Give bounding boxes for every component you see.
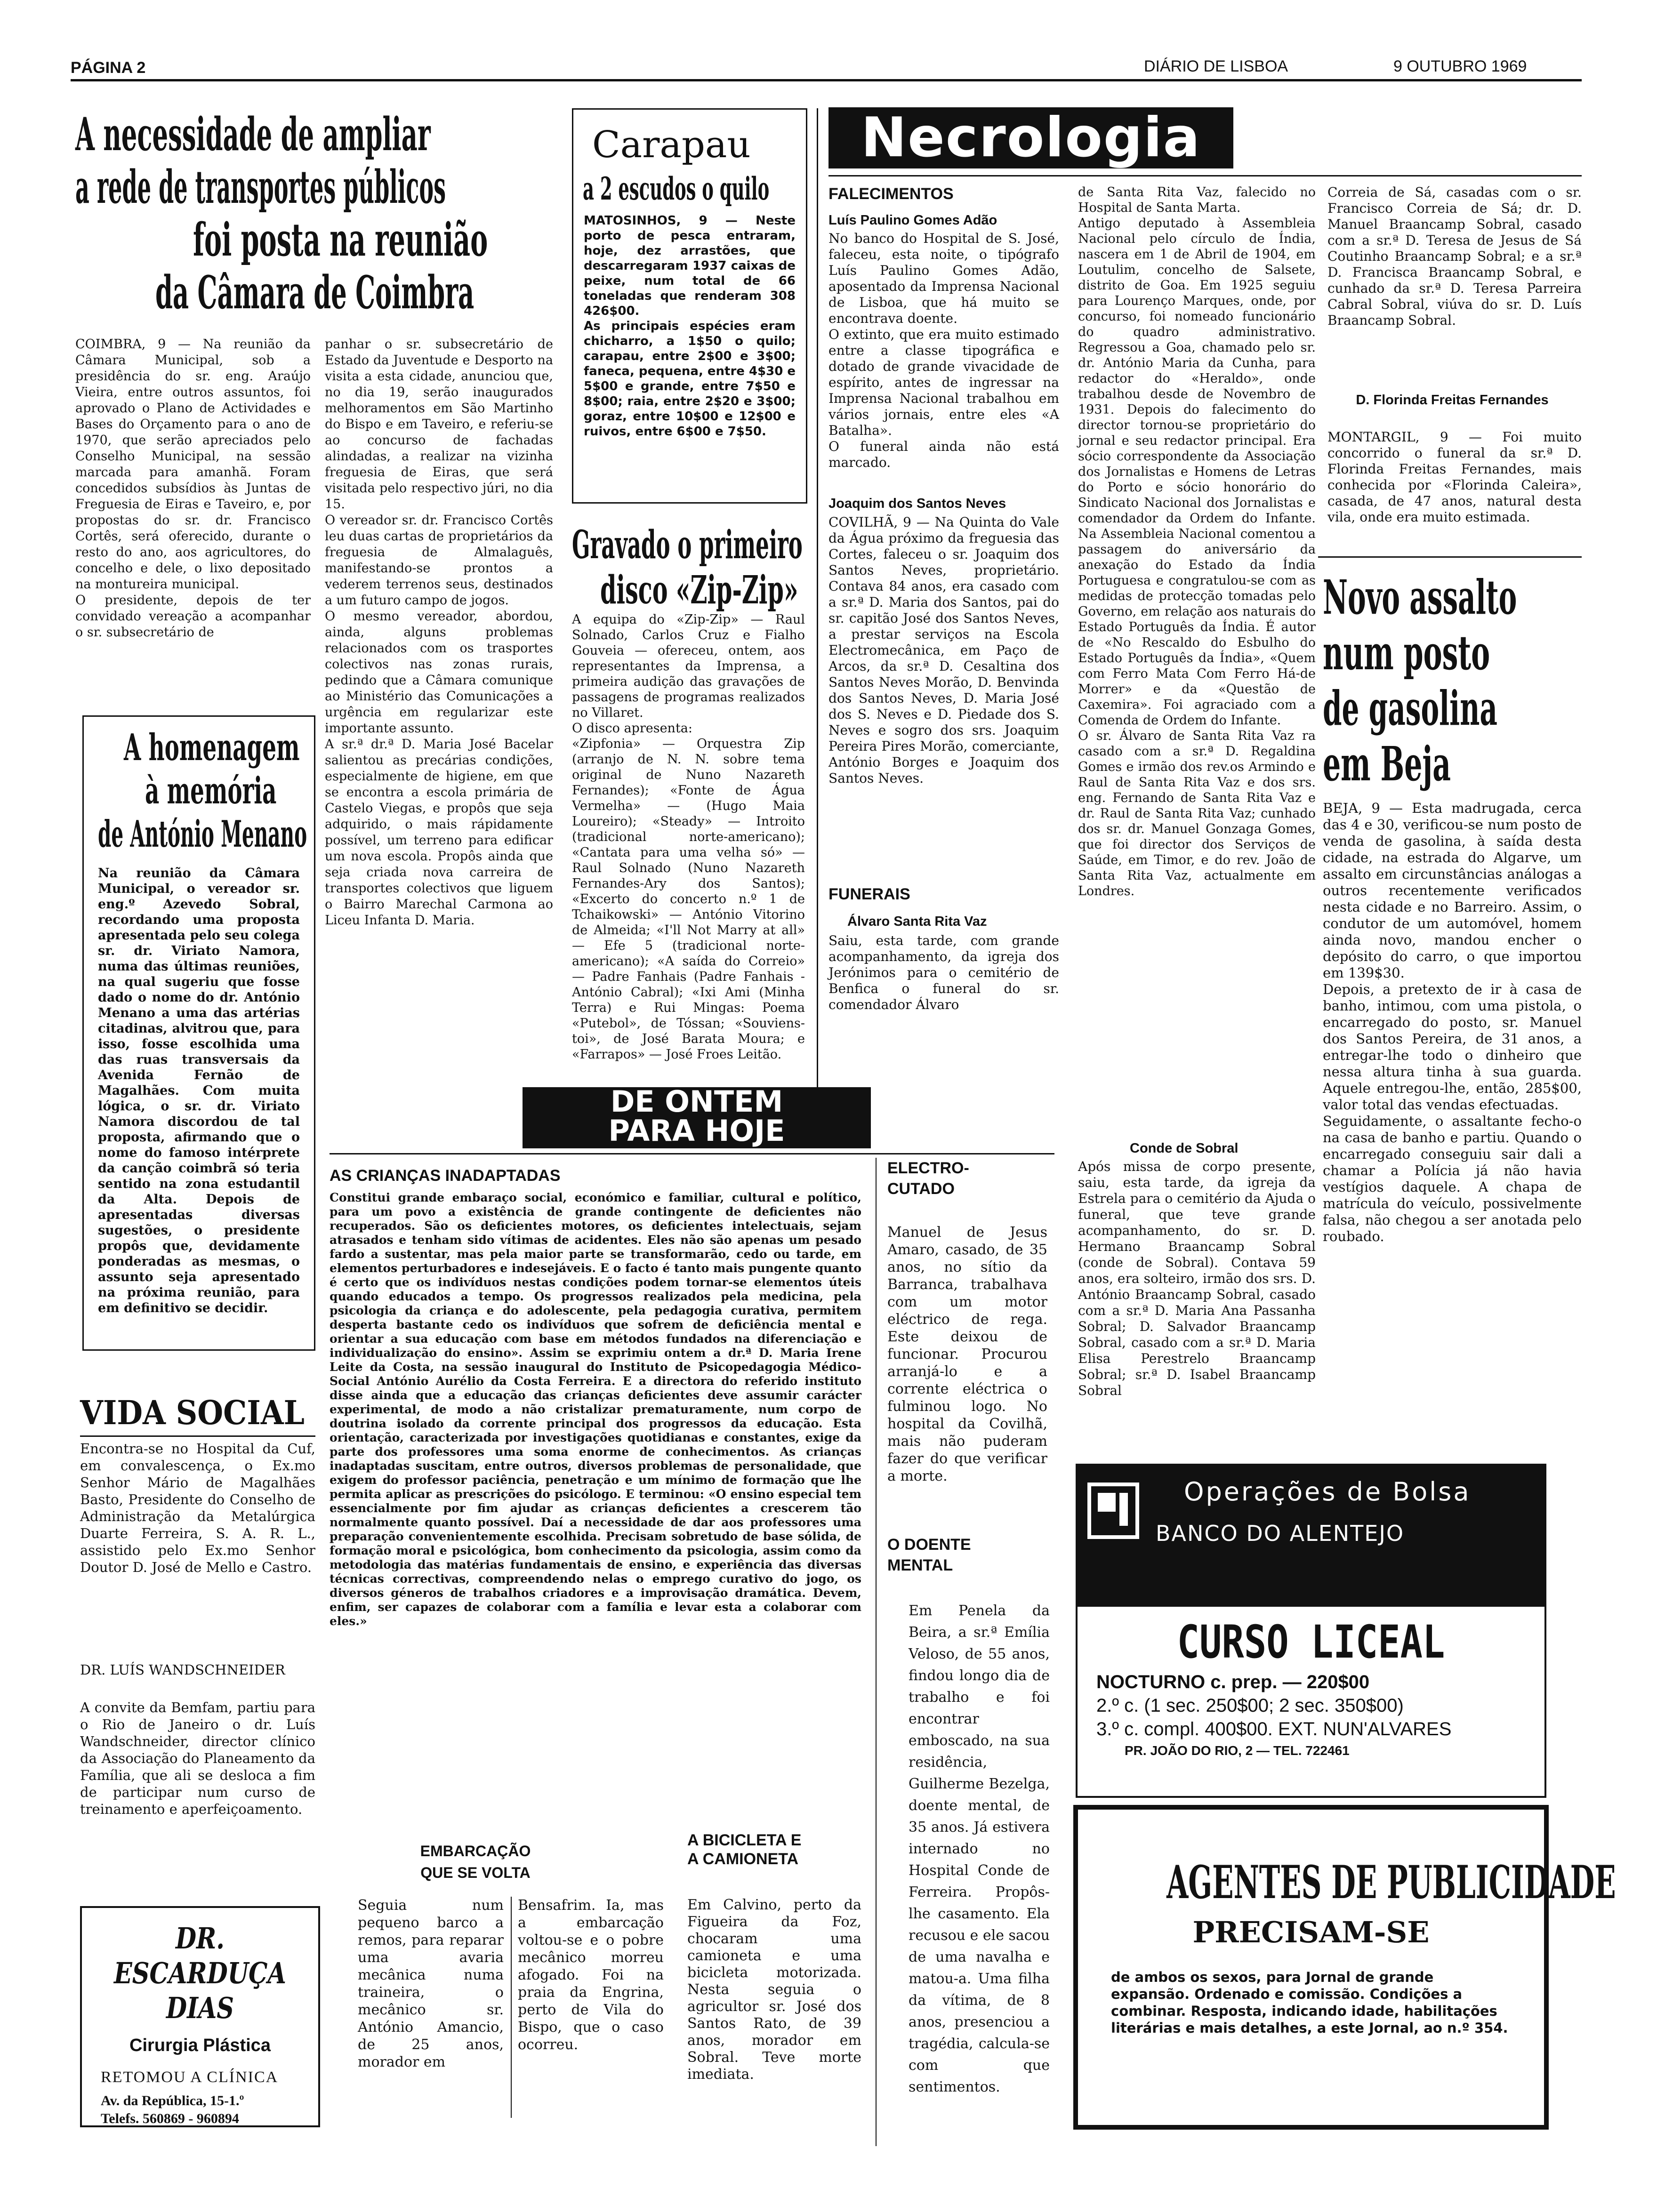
column-rule <box>817 108 818 1087</box>
zip-zip-headline-1: Gravado o primeiro <box>572 522 803 568</box>
lead-headline-line-3: foi posta na reunião <box>193 213 488 266</box>
homenagem-title-2: à memória <box>145 769 277 812</box>
escarduca-ad <box>80 1906 320 2127</box>
header-rule <box>71 79 1582 81</box>
agentes-ad <box>1073 1805 1616 2130</box>
electrocutado-body: Manuel de Jesus Amaro, casado, de 35 anos, no sítio da Barranca, trabalhava com um motor eléctrico de rega. Este deixou de funcionar. Procurou arranjá-lo e a corrente eléctrica o fulminou logo. No hospital da Covilhã, mais não puderam fazer do que verificar a morte. <box>887 1224 1047 1484</box>
embarcacao-col-rule <box>511 1897 512 2118</box>
embarcacao-body-b: Bensafrim. Ia, mas a embarcação voltou-se e o pobre mecânico morreu afogado. Foi na praia da Engrina, perto de Vila do Bispo, que o caso ocorreu. <box>518 1897 664 2053</box>
escarduca-specialty: Cirurgia Plástica <box>129 2036 271 2055</box>
electrocutado-head: ELECTRO-CUTADO <box>887 1159 969 1198</box>
assalto-headline-1: Novo assalto <box>1323 569 1517 625</box>
obit-fernandes-body: MONTARGIL, 9 — Foi muito concorrido o funeral da sr.ª D. Florinda Freitas Fernandes, mais conhecida por «Florinda Caleira», casada, de 47 anos, natural desta vila, onde era muito estimada. <box>1327 429 1582 525</box>
zip-zip-headline <box>572 522 807 613</box>
lead-body-col-1: COIMBRA, 9 — Na reunião da Câmara Municipal, sob a presidência do sr. eng. Araújo Vieira, entre outros assuntos, foi aprovado o Plano de Actividades e Bases do Orçamento para o ano de 1970, que serão apreciados pelo Conselho Municipal, na sessão marcada para amanhã. Foram concedidos subsídios às Juntas de Freguesia de Eiras e Taveiro, e, por propostas do sr. dr. Francisco Cortês, será oferecido, durante o resto do ano, aos agricultores, do concelho e dele, o lixo depositado na montureira municipal. O presidente, depois de ter convidado vereação a acompanhar o sr. subsecretário de <box>75 337 311 640</box>
assalto-body: BEJA, 9 — Esta madrugada, cerca das 4 e 30, verificou-se num posto de venda de gasolina, à saída desta cidade, na estrada do Algarve, um assalto em circunstâncias análogas a outros recentemente verificados nesta cidade e no Barreiro. Assim, o condutor de um automóvel, homem ainda novo, mandou encher o depósito do carro, o que importou em 139$30. Depois, a pretexto de ir à casa de banho, intimou, com uma pistola, o encarregado do posto, sr. Manuel dos Santos Pereira, de 31 anos, a entregar-lhe todo o dinheiro que nessa altura tinha à sua guarda. Aquele entregou-lhe, então, 285$00, valor total das vendas efectuadas. Seguidamente, o assaltante fecho-o na casa de banho e partiu. Quando o encarregado conseguiu sair dali a chamar a Polícia já não havia vestígios daquele. A chapa de matrícula do veículo, possivelmente falsa, não chegou a ser anotada pelo roubado. <box>1323 800 1582 1244</box>
homenagem-title-1: A homenagem <box>124 726 300 769</box>
homenagem-body: Na reunião da Câmara Municipal, o vereador sr. eng.º Azevedo Sobral, recordando uma proposta apresentada pelo seu colega sr. dr. Viriato Namora, numa das últimas reuniões, na qual sugeriu que fosse dado o nome do dr. António Menano a uma das artérias citadinas, alvitrou que, para isso, fosse escolhida uma das ruas transversais da Avenida Fernão de Magalhães. Com muita lógica, o sr. dr. Viriato Namora discordou de tal proposta, afirmando que o nome do famoso intérprete da canção coimbrã só teria sentido na zona estudantil da Alta. Depois de apresentadas diversas sugestões, o presidente propôs que, devidamente ponderadas as mesmas, o assunto seja apresentado na próxima reunião, para em definitivo se decidir. <box>98 866 300 1315</box>
escarduca-phones: Telefs. 560869 - 960894 <box>101 2111 239 2126</box>
carapau-subtitle: a 2 escudos o quilo <box>583 170 770 207</box>
assalto-headline-4: em Beja <box>1323 736 1451 792</box>
obit-sobral-body-cont: Correia de Sá, casadas com o sr. Francisco Correia de Sá; dr. D. Manuel Braancamp Sobral, casado com a sr.ª D. Teresa de Jesus de Sá Coutinho Braancamp Sobral; e a sr.ª D. Francisca Braancamp Sobral, e cunhado da sr.ª D. Teresa Parreira Cabral Sobral, viúva do sr. D. Luís Braancamp Sobral. <box>1327 184 1582 328</box>
newspaper-name: DIÁRIO DE LISBOA <box>1144 57 1288 75</box>
ontem-banner <box>523 1084 871 1148</box>
lead-headline-line-1: A necessidade de ampliar <box>75 108 431 161</box>
obit-vaz-body-cont: de Santa Rita Vaz, falecido no Hospital de Santa Marta. Antigo deputado à Assembleia Nacional pelo círculo de Índia, nascera em 1 de Abril de 1904, em Loutulim, concelho de Salsete, distrito de Goa. Em 1925 seguiu para Lourenço Marques, onde, por concurso, foi nomeado funcionário do quadro administrativo. Regressou a Goa, chamado pelo sr. dr. António Maria da Cunha, para redactor do «Heraldo», onde trabalhou desde de Novembro de 1931. Depois do falecimento do director tornou-se proprietário do jornal e seu redactor principal. Era sócio correspondente da Associação dos Jornalistas e Homens de Letras do Porto e sócio honorário do Sindicato Nacional dos Jornalistas e comendador da Ordem do Infante. Na Assembleia Nacional comentou a passagem do aniversário da anexação do Estado da Índia Portuguesa e congratulou-se com as medidas de protecção tomadas pelo Governo, em relação aos naturais do Estado Português da Índia. É autor de «No Rescaldo do Esbulho do Estado Português da Índia», «Quem com Ferro Mata Com Ferro Há-de Morrer» e da «Questão de Caxemira». Foi agraciado com a Comenda de Ordem do Infante. O sr. Álvaro de Santa Rita Vaz ra casado com a sr.ª D. Regaldina Gomes e irmão dos rev.os Armindo e Raul de Santa Rita Vaz e dos srs. eng. Fernando de Santa Rita Vaz e dr. Raul de Santa Rita Vaz; cunhado dos sr. dr. Manuel Gonzaga Gomes, que foi director dos Serviços de Saúde, em Timor, e do rev. João de Santa Rita Vaz, actualmente em Londres. <box>1078 185 1316 898</box>
vida-social-title: VIDA SOCIAL <box>80 1393 305 1432</box>
obit-name-vaz: Álvaro Santa Rita Vaz <box>847 914 987 929</box>
vida-social-rule <box>80 1435 315 1437</box>
ontem-banner-line-1: DE ONTEM <box>610 1084 783 1119</box>
agentes-subtitle: PRECISAM-SE <box>1192 1915 1430 1949</box>
bolsa-line-2: BANCO DO ALENTEJO <box>1156 1521 1405 1546</box>
bicicleta-body: Em Calvino, perto da Figueira da Foz, chocaram uma camioneta e uma bicicleta motorizada. Nesta seguia o agricultor sr. José dos Santos Rato, de 39 anos, morador em Sobral. Teve morte imediata. <box>687 1897 861 2083</box>
lead-headline <box>75 108 518 319</box>
curso-title: CURSO LICEAL <box>1177 1616 1445 1668</box>
vida-social-p1: Encontra-se no Hospital da Cuf, em convalescença, o Ex.mo Senhor Mário de Magalhães Basto, Presidente do Conselho de Administração da Metalúrgica Duarte Ferreira, S. A. R. L., assistido pelo Ex.mo Senhor Doutor D. José de Mello e Castro. <box>80 1441 315 1575</box>
homenagem-box <box>82 715 315 1351</box>
criancas-head: AS CRIANÇAS INADAPTADAS <box>330 1167 561 1185</box>
escarduca-notice: RETOMOU A CLÍNICA <box>101 2068 279 2086</box>
bolsa-line-1: Operações de Bolsa <box>1184 1477 1471 1507</box>
curso-liceal-ad <box>1076 1605 1546 1798</box>
embarcacao-head: EMBARCAÇÃO QUE SE VOLTA <box>420 1843 531 1881</box>
curso-line-3: 3.º c. compl. 400$00. EXT. NUN'ALVARES <box>1096 1719 1452 1739</box>
carapau-box <box>572 108 807 504</box>
necrologia-banner <box>828 107 1233 168</box>
assalto-headline-3: de gasolina <box>1323 681 1497 736</box>
curso-line-4: PR. JOÃO DO RIO, 2 — TEL. 722461 <box>1125 1743 1350 1758</box>
criancas-body: Constitui grande embaraço social, económico e familiar, cultural e político, para um povo a existência de grande contingente de deficientes não recuperados. São os deficientes motores, os deficientes intelectuais, sejam atrasados e tenham sido vítimas de acidentes. Eles não são apenas um pesado fardo a sustentar, mas pela maior parte se transformarão, cedo ou tarde, em elementos perturbadores e indesejáveis. E o facto é tanto mais pungente quanto é certo que os indivíduos nestas condições podem tornar-se elementos úteis quando educados a tempo. Os progressos realizados pela medicina, pela psicologia da criança e do adolescente, pela pedagogia curativa, permitem desperta bastante cedo os indivíduos que sofrem de deficiência mental e orientar a sua educação com base em métodos fundados na diferenciação e individualização do ensino». Assim se exprimiu ontem a dr.ª D. Maria Irene Leite da Costa, na sessão inaugural do Instituto de Psicopedagogia Médico-Social António Aurélio da Costa Ferreira. E a directora do referido instituto disse ainda que a educação das crianças deficientes deve assumir carácter experimental, de modo a não cristalizar prematuramente, num corpo de doutrina isolado da corrente principal dos progressos da educação. Esta orientação, caracterizada por investigações quotidianas e constantes, exige da parte dos professores uma soma enorme de conhecimentos. As crianças inadaptadas suscitam, entre outros, diversos problemas de personalidade, que exigem do professor paciência, penetração e um mínimo de formação que lhe permita aplicar as prescrições do psicólogo. E terminou: «O ensino especial tem essencialmente por fim ajudar as crianças deficientes a crescerem tão normalmente quanto possível. Daí a necessidade de dar aos professores uma preparação convenientemente escolhida. Precisam sobretudo de base sólida, de formação moral e psicológica, bom conhecimento da psicologia, assim como da metodologia das matérias fundamentais de ensino, e experiência das diversas técnicas correctivas, compreendendo nelas o emprego curativo do jogo, os diversos géneros de trabalhos criadores e a improvisação dramática. Devem, enfim, ser capazes de colaborar com a família e levar esta a colaborar com eles.» <box>330 1191 861 1628</box>
ontem-banner-line-2: PARA HOJE <box>608 1114 785 1148</box>
curso-line-1: NOCTURNO c. prep. — 220$00 <box>1096 1672 1370 1692</box>
embarcacao-body-a: Seguia num pequeno barco a remos, para reparar uma avaria mecânica numa traineira, o mecânico sr. António Amancio, de 25 anos, morador em <box>358 1897 504 2070</box>
doente-head: O DOENTE MENTAL <box>887 1536 971 1574</box>
curso-line-2: 2.º c. (1 sec. 250$00; 2 sec. 350$00) <box>1096 1695 1404 1716</box>
ontem-rule <box>330 1153 1054 1154</box>
bolsa-ad <box>1076 1464 1546 1605</box>
lead-body-col-2: panhar o sr. subsecretário de Estado da Juventude e Desporto na visita a esta cidade, anunciou que, no dia 19, serão inaugurados melhoramentos em São Martinho do Bispo e em Taveiro, e referiu-se ao concurso de fachadas alindadas, a realizar na vizinha freguesia de Eiras, que será visitada pelo respectivo júri, no dia 15. O vereador sr. dr. Francisco Cortês leu duas cartas de proprietários da freguesia de Almalaguês, manifestando-se prontos a vederem terrenos seus, destinados a um futuro campo de jogos. O mesmo vereador, abordou, ainda, alguns problemas relacionados com os trasportes colectivos nas zonas rurais, pedindo que a Câmara comunique ao Ministério das Comunicações a urgência em regularizar este importante assunto. A sr.ª dr.ª D. Maria José Bacelar salientou as precárias condições, especialmente de higiene, em que se encontra a escola primária de Castelo Viegas, e propôs que seja adquirido, o mais rápidamente possível, um terreno para edificar um nova escola. Propôs ainda que seja criada nova carreira de transportes colectivos que liguem o Bairro Marechal Carmona ao Liceu Infanta D. Maria. <box>325 337 553 928</box>
doente-body: Em Penela da Beira, a sr.ª Emília Veloso, de 55 anos, findou longo dia de trabalho e foi encontrar emboscado, na sua residência, Guilherme Bezelga, doente mental, de 35 anos. Já estivera internado no Hospital Conde de Ferreira. Propôs-lhe casamento. Ela recusou e ele sacou de uma navalha e matou-a. Uma filha da vítima, de 8 anos, presenciou a tragédia, calcula-se com que sentimentos. <box>909 1603 1050 2095</box>
obit-name-sobral: Conde de Sobral <box>1130 1141 1239 1156</box>
obit-vaz-body: Saiu, esta tarde, com grande acompanhamento, da igreja dos Jerónimos para o cemitério de Benfica o funeral do sr. comendador Álvaro <box>828 933 1059 1012</box>
carapau-title: Carapau <box>592 124 751 166</box>
issue-date: 9 OUTUBRO 1969 <box>1393 57 1527 75</box>
obit-name-fernandes: D. Florinda Freitas Fernandes <box>1356 393 1549 408</box>
homenagem-title-3: de António Menano <box>98 813 307 856</box>
zip-zip-headline-2: disco «Zip-Zip» <box>600 568 798 613</box>
escarduca-name-1: DR. ESCARDUÇA <box>114 1921 286 1990</box>
lead-headline-line-4: da Câmara de Coimbra <box>155 266 475 319</box>
funerais-head: FUNERAIS <box>828 885 910 903</box>
obit-neves-body: COVILHÃ, 9 — Na Quinta do Vale da Água próximo da freguesia das Cortes, faleceu o sr. Joaquim dos Santos Neves, proprietário. Contava 84 anos, era casado com a sr.ª D. Maria dos Santos, pai do sr. capitão José dos Santos Neves, a prestar serviços na Escola Electromecânica, em Paço de Arcos, da sr.ª D. Cesaltina dos Santos Neves Morão, D. Benvinda dos Santos Neves, D. Maria José dos S. Neves e D. Piedade dos S. Neves e sogro dos srs. Joaquim Pereira Pires Morão, comerciante, António Borges e Joaquim dos Santos Neves. <box>828 514 1059 786</box>
bicicleta-head: A BICICLETA E A CAMIONETA <box>687 1831 802 1868</box>
vida-social-p2: A convite da Bemfam, partiu para o Rio de Janeiro o dr. Luís Wandschneider, director clínico da Associação do Planeamento da Família, que ali se desloca a fim de participar num curso de treinamento e aperfeiçoamento. <box>80 1699 315 1817</box>
agentes-title: AGENTES DE PUBLICIDADE <box>1166 1856 1616 1909</box>
escarduca-address: Av. da República, 15-1.º <box>101 2093 244 2108</box>
obit-adao-body: No banco do Hospital de S. José, faleceu, esta noite, o tipógrafo Luís Paulino Gomes Adão, aposentado da Imprensa Nacional de Lisboa, que há muito se encontrava doente. O extinto, que era muito estimado entre a classe tipográfica e dotado de grande vivacidade de espírito, antes de ingressar na Imprensa Nacional trabalhou em vários jornais, entre eles «A Batalha». O funeral ainda não está marcado. <box>828 231 1059 470</box>
vida-social-subhead: DR. LUÍS WANDSCHNEIDER <box>80 1662 285 1678</box>
lead-headline-line-2: a rede de transportes públicos <box>75 160 446 214</box>
obit-sobral-body: Após missa de corpo presente, saiu, esta tarde, da igreja da Estrela para o cemitério da Ajuda o funeral, que teve grande acompanhamento, do sr. D. Hermano Braancamp Sobral (conde de Sobral). Contava 59 anos, era solteiro, irmão dos srs. D. António Braancamp Sobral, casado com a sr.ª D. Maria Ana Passanha Sobral; D. Salvador Braancamp Sobral, casado com a sr.ª D. Maria Elisa Perestrelo Braancamp Sobral; sr.ª D. Isabel Braancamp Sobral <box>1078 1159 1316 1398</box>
obit-name-adao: Luís Paulino Gomes Adão <box>828 213 997 228</box>
necrologia-title: Necrologia <box>861 106 1201 169</box>
assalto-headline-2: num posto <box>1323 625 1490 681</box>
bolsa-logo-icon <box>1087 1483 1139 1539</box>
carapau-body: MATOSINHOS, 9 — Neste porto de pesca entraram, hoje, dez arrastões, que descarregaram 1937 caixas de peixe, num total de 66 toneladas que renderam 308 426$00. As principais espécies eram chicharro, a 1$50 o quilo; carapau, entre 2$00 e 3$00; faneca, pequena, entre 4$30 e 5$00 e grande, entre 7$50 e 8$00; raia, entre 2$20 e 3$00; goraz, entre 10$00 e 12$00 e ruivos, entre 6$00 e 7$50. <box>584 214 796 439</box>
falecimentos-head: FALECIMENTOS <box>828 185 954 203</box>
necrologia-under-rule <box>828 175 1582 176</box>
page-number: PÁGINA 2 <box>71 59 146 77</box>
zip-zip-body: A equipa do «Zip-Zip» — Raul Solnado, Carlos Cruz e Fialho Gouveia — ofereceu, ontem, aos representantes da Imprensa, a primeira audição das gravações de passagens de programas realizados no Villaret. O disco apresenta: «Zipfonia» — Orquestra Zip (arranjo de N. N. sobre tema original de Nuno Nazareth Fernandes); «Fonte de Água Vermelha» — (Hugo Maia Loureiro); «Steady» — Introito (tradicional norte-americano); «Cantata para uma velha só» — Raul Solnado (Nuno Nazareth Fernandes-Ary dos Santos); «Excerto do concerto n.º 1 de Tchaikowski» — António Vitorino de Almeida; «I'll Not Marry at all» — Efe 5 (tradicional norte-americano); «A saída do Correio» — Padre Fanhais (Padre Fanhais - António Cabral); «Ixi Ami (Minha Terra) e Rui Mingas: Poema «Putebol», de Tóssan; «Souviens-toi», de José Barata Moura; e «Farrapos» — José Froes Leitão. <box>572 612 805 1062</box>
ontem-col-rule <box>876 1158 877 2146</box>
escarduca-name-2: DIAS <box>166 1991 234 2025</box>
obit-name-neves: Joaquim dos Santos Neves <box>828 496 1006 511</box>
agentes-body: de ambos os sexos, para Jornal de grande expansão. Ordenado e comissão. Condições a combinar. Resposta, indicando idade, habilitações literárias e mais detalhes, a este Jornal, ao n.º 354. <box>1111 1969 1508 2036</box>
assalto-top-rule <box>1318 556 1582 558</box>
assalto-headline <box>1323 569 1586 792</box>
